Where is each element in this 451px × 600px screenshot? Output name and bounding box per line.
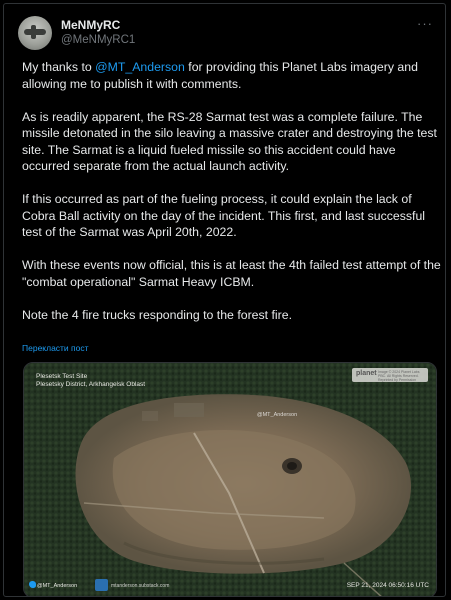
author-display-name[interactable]: MeNMyRC — [61, 18, 121, 32]
tweet-paragraph-5: Note the 4 fire trucks responding to the forest fire. — [22, 307, 292, 322]
tweet-paragraph-2: As is readily apparent, the RS-28 Sarmat test was a complete failure. The missile detonated in the silo leaving a massive crater and destroying the test site. The Sarmat is a liquid fueled missile so this accident could have occurred separate from the actual launch activity. — [22, 109, 437, 173]
translate-post-link[interactable]: Перекласти пост — [22, 343, 89, 353]
tweet-paragraph-3: If this occurred as part of the fueling process, it could explain the lack of Cobra Ball activity on the day of the incident. This first, and last successful test of the Sarmat was April 20th, 2022. — [22, 192, 426, 239]
tweet-text — [22, 59, 442, 340]
image-timestamp: SEP 21, 2024 06:50:16 UTC — [346, 582, 429, 589]
image-credit-handle: @MT_Anderson — [37, 583, 78, 589]
satellite-image[interactable] — [23, 362, 437, 597]
avatar[interactable] — [18, 16, 52, 50]
substack-icon — [95, 579, 108, 591]
image-credit-site: mtanderson.substack.com — [111, 583, 170, 589]
tweet-card — [3, 3, 446, 597]
more-options-button[interactable]: ··· — [417, 16, 433, 31]
image-watermark: @MT_Anderson — [257, 412, 298, 418]
tweet-paragraph-4: With these events now official, this is at least the 4th failed test attempt of the "combat operational" Sarmat Heavy ICBM. — [22, 258, 441, 289]
twitter-bird-icon — [29, 581, 36, 588]
planet-logo: planet Image © 2024 Planet Labs PBC. All Rights Reserved. Reprinted by Permission — [352, 368, 428, 382]
mention-link[interactable]: @MT_Anderson — [95, 60, 185, 74]
satellite-scene — [24, 363, 437, 597]
image-location-title: Plesetsk Test Site Plesetsky District, Arkhangelsk Oblast — [36, 373, 146, 388]
author-handle[interactable]: @MeNMyRC1 — [61, 34, 136, 46]
tweet-paragraph-1: My thanks to @MT_Anderson for providing this Planet Labs imagery and allowing me to publish it with comments. — [22, 60, 418, 91]
